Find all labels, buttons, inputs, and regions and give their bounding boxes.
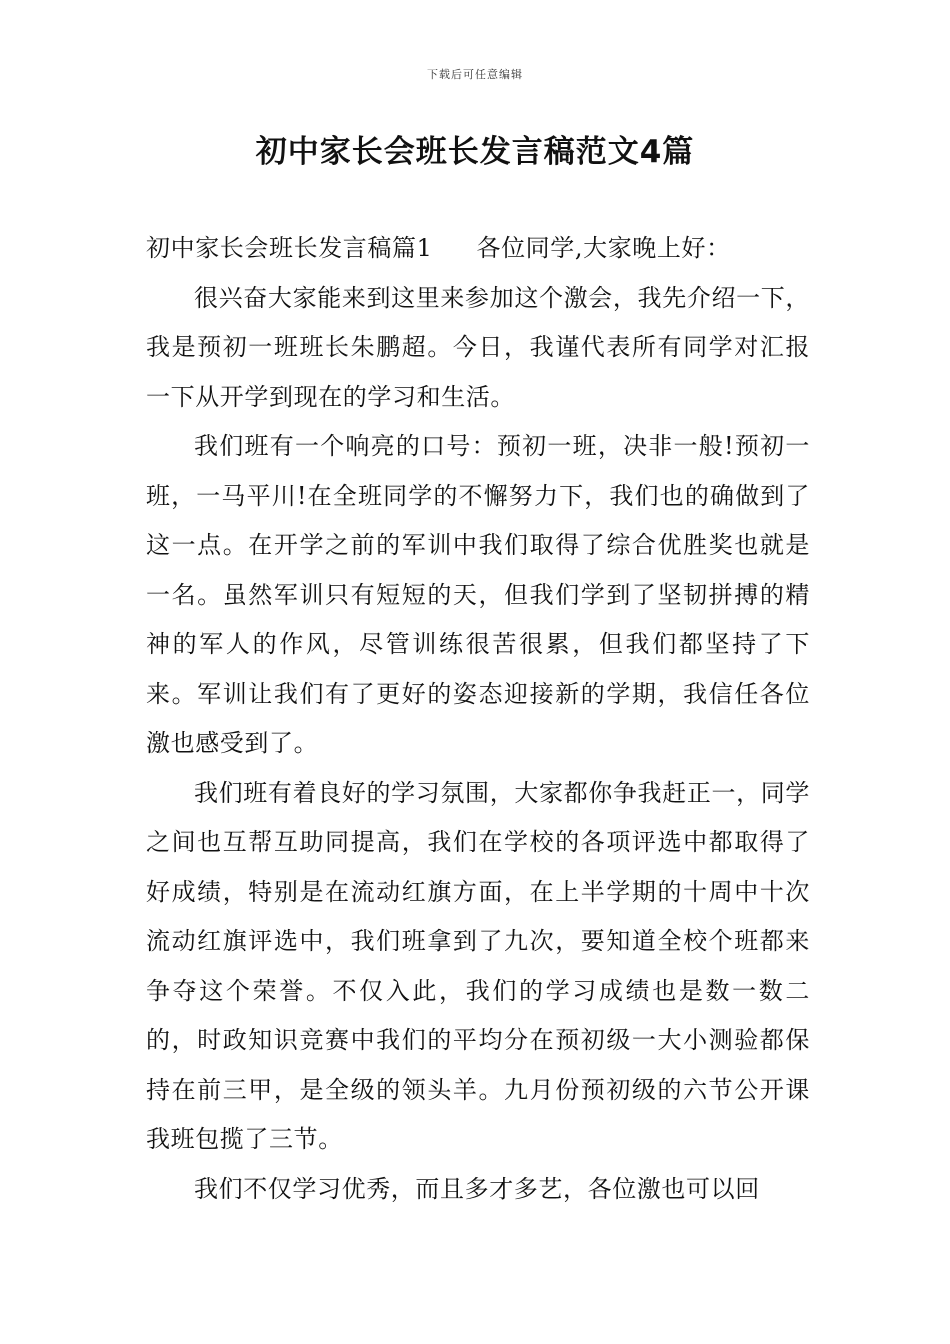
section-heading: 初中家长会班长发言稿篇1: [146, 234, 433, 262]
intro-line: [146, 224, 810, 274]
document-title: 初中家长会班长发言稿范文4篇: [255, 134, 695, 170]
paragraph-2: 我们班有一个响亮的口号：预初一班，决非一般!预初一班，一马平川!在全班同学的不懈努力下，我们也的确做到了这一点。在开学之前的军训中我们取得了综合优胜奖也就是一名。虽然军训只有短短的天，但我们学到了坚韧拼搏的精神的军人的作风，尽管训练很苦很累，但我们都坚持了下来。军训让我们有了更好的姿态迎接新的学期，我信任各位激也感受到了。: [146, 432, 810, 757]
greeting: 各位同学,大家晚上好：: [476, 234, 731, 262]
paragraph-4: 我们不仅学习优秀，而且多才多艺，各位激也可以回: [194, 1174, 760, 1203]
paragraph-3: 我们班有着良好的学习氛围，大家都你争我赶正一，同学之间也互帮互助同提高，我们在学校的各项评选中都取得了好成绩，特别是在流动红旗方面，在上半学期的十周中十次流动红旗评选中，我们班拿到了九次，要知道全校个班都来争夺这个荣誉。不仅入此，我们的学习成绩也是数一数二的，时政知识竞赛中我们的平均分在预初级一大小测验都保持在前三甲，是全级的领头羊。九月份预初级的六节公开课我班包揽了三节。: [146, 778, 810, 1153]
header-note: 下载后可任意编辑: [427, 68, 523, 81]
document-body: [146, 224, 810, 1214]
paragraph-1: 很兴奋大家能来到这里来参加这个激会，我先介绍一下，我是预初一班班长朱鹏超。今日，我谨代表所有同学对汇报一下从开学到现在的学习和生活。: [146, 283, 810, 411]
